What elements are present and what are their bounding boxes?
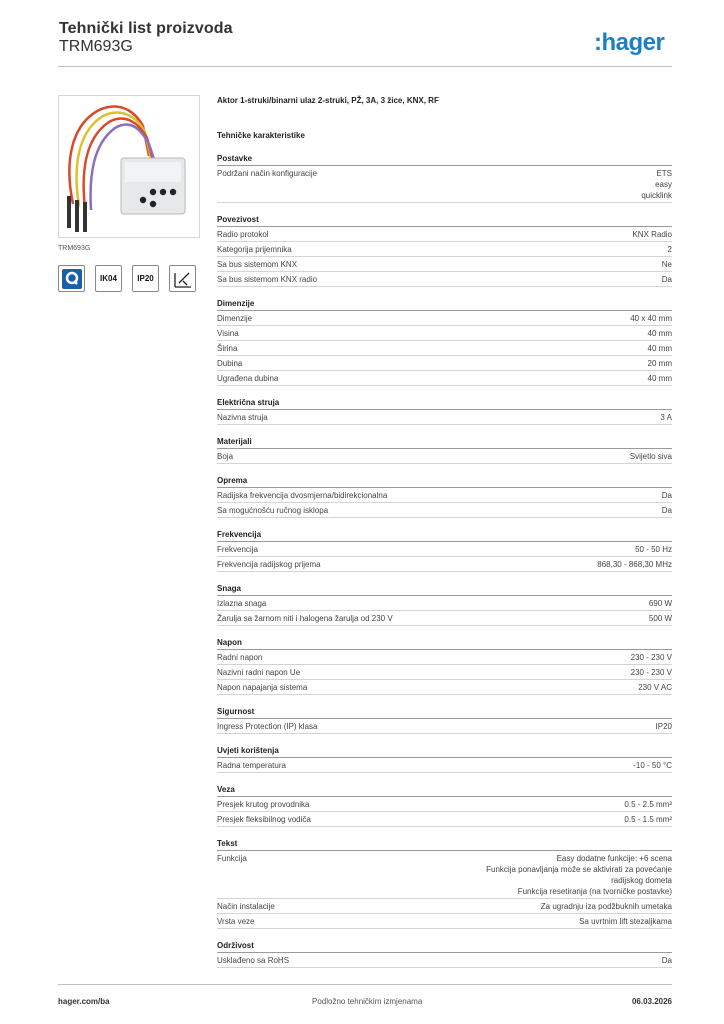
spec-row bbox=[217, 758, 672, 773]
spec-row bbox=[217, 797, 672, 812]
spec-value: Da bbox=[661, 490, 672, 500]
spec-label: Napon napajanja sistema bbox=[217, 682, 308, 692]
spec-section bbox=[217, 435, 672, 464]
hager-logo: :hager bbox=[594, 29, 665, 56]
spec-row bbox=[217, 488, 672, 503]
spec-row bbox=[217, 557, 672, 572]
spec-value: 868,30 - 868,30 MHz bbox=[597, 559, 672, 569]
spec-label: Radna temperatura bbox=[217, 760, 286, 770]
spec-section bbox=[217, 705, 672, 734]
section-title: Električna struja bbox=[217, 396, 672, 410]
spec-value: 20 mm bbox=[647, 358, 672, 368]
spec-value: 230 - 230 V bbox=[630, 667, 672, 677]
spec-row bbox=[217, 311, 672, 326]
spec-row bbox=[217, 503, 672, 518]
spec-section bbox=[217, 939, 672, 968]
spec-row bbox=[217, 371, 672, 386]
spec-value: 2 bbox=[667, 244, 672, 254]
spec-value: Svijetlo siva bbox=[629, 451, 672, 461]
product-code: TRM693G bbox=[59, 38, 133, 55]
spec-row bbox=[217, 272, 672, 287]
spec-label: Sa bus sistemom KNX bbox=[217, 259, 298, 269]
spec-label: Boja bbox=[217, 451, 234, 461]
spec-row bbox=[217, 257, 672, 272]
spec-label: Ugrađena dubina bbox=[217, 373, 279, 383]
spec-label: Frekvencija bbox=[217, 544, 258, 554]
spec-value: KNX Radio bbox=[632, 229, 672, 239]
spec-label: Sa bus sistemom KNX radio bbox=[217, 274, 318, 284]
spec-row bbox=[217, 719, 672, 734]
spec-section bbox=[217, 213, 672, 287]
spec-label: Način instalacije bbox=[217, 901, 275, 911]
spec-row bbox=[217, 449, 672, 464]
spec-label: Radni napon bbox=[217, 652, 263, 662]
spec-section bbox=[217, 744, 672, 773]
section-title: Oprema bbox=[217, 474, 672, 488]
spec-label: Nazivna struja bbox=[217, 412, 268, 422]
spec-label: Sa mogućnošću ručnog isklopa bbox=[217, 505, 329, 515]
spec-row bbox=[217, 611, 672, 626]
spec-label: Širina bbox=[217, 343, 238, 353]
spec-label: Nazivni radni napon Ue bbox=[217, 667, 301, 677]
spec-row bbox=[217, 812, 672, 827]
footer-date: 06.03.2026 bbox=[631, 997, 672, 1006]
page-title: Tehnički list proizvoda bbox=[59, 20, 233, 37]
spec-label: Funkcija bbox=[217, 853, 247, 863]
section-title: Snaga bbox=[217, 582, 672, 596]
spec-label: Visina bbox=[217, 328, 239, 338]
spec-label: Frekvencija radijskog prijema bbox=[217, 559, 321, 569]
quality-label-icon bbox=[58, 265, 85, 292]
spec-value: Da bbox=[661, 274, 672, 284]
spec-value: 230 V AC bbox=[638, 682, 672, 692]
spec-section bbox=[217, 152, 672, 203]
spec-value: 0.5 - 1.5 mm² bbox=[624, 814, 672, 824]
spec-label: Podržani način konfiguracije bbox=[217, 168, 318, 178]
section-title: Uvjeti korištenja bbox=[217, 744, 672, 758]
spec-section bbox=[217, 837, 672, 929]
section-title: Sigurnost bbox=[217, 705, 672, 719]
spec-row bbox=[217, 914, 672, 929]
spec-value: 50 - 50 Hz bbox=[635, 544, 672, 554]
section-title: Održivost bbox=[217, 939, 672, 953]
brand-name: hager bbox=[601, 29, 665, 56]
spec-label: Žarulja sa žarnom niti i halogena žarulja od 230 V bbox=[217, 613, 393, 623]
spec-row bbox=[217, 650, 672, 665]
spec-label: Ingress Protection (IP) klasa bbox=[217, 721, 318, 731]
spec-row bbox=[217, 341, 672, 356]
spec-label: Presjek krutog provodnika bbox=[217, 799, 310, 809]
footer-note: Podložno tehničkim izmjenama bbox=[312, 997, 423, 1006]
spec-row bbox=[217, 166, 672, 203]
certification-badges bbox=[58, 265, 196, 292]
spec-value: Da bbox=[661, 505, 672, 515]
footer-website[interactable]: hager.com/ba bbox=[58, 997, 110, 1006]
spec-label: Dimenzije bbox=[217, 313, 253, 323]
spec-label: Radijska frekvencija dvosmjerna/bidirekcionalna bbox=[217, 490, 388, 500]
section-title: Veza bbox=[217, 783, 672, 797]
spec-row bbox=[217, 953, 672, 968]
installation-symbol-icon bbox=[169, 265, 196, 292]
spec-value: Easy dodatne funkcije: +6 scena Funkcija ponavljanja može se aktivirati za povećanje radijskog dometa Funkcija resetiranja (na tvorničke postavke) bbox=[486, 853, 672, 896]
spec-label: Usklađeno sa RoHS bbox=[217, 955, 290, 965]
section-title: Frekvencija bbox=[217, 528, 672, 542]
spec-row bbox=[217, 227, 672, 242]
spec-value: 3 A bbox=[660, 412, 672, 422]
spec-row bbox=[217, 542, 672, 557]
spec-value: Da bbox=[661, 955, 672, 965]
product-description: Aktor 1-struki/binarni ulaz 2-struki, PŽ, 3A, 3 žice, KNX, RF bbox=[217, 96, 439, 105]
spec-value: Sa uvrtnim lift stezaljkama bbox=[579, 916, 672, 926]
spec-value: 40 x 40 mm bbox=[630, 313, 672, 323]
spec-section bbox=[217, 474, 672, 518]
header-divider bbox=[58, 66, 672, 67]
spec-value: IP20 bbox=[655, 721, 672, 731]
section-title: Povezivost bbox=[217, 213, 672, 227]
spec-sections bbox=[217, 152, 672, 968]
spec-section bbox=[217, 528, 672, 572]
spec-row bbox=[217, 899, 672, 914]
spec-section bbox=[217, 783, 672, 827]
spec-row bbox=[217, 326, 672, 341]
spec-row bbox=[217, 851, 672, 899]
spec-label: Presjek fleksibilnog vodiča bbox=[217, 814, 311, 824]
spec-row bbox=[217, 680, 672, 695]
spec-value: -10 - 50 °C bbox=[633, 760, 672, 770]
spec-value: Ne bbox=[661, 259, 672, 269]
product-image bbox=[58, 95, 200, 238]
ik-rating-badge: IK04 bbox=[95, 265, 122, 292]
spec-value: 690 W bbox=[648, 598, 672, 608]
spec-value: 40 mm bbox=[647, 328, 672, 338]
section-title: Postavke bbox=[217, 152, 672, 166]
spec-row bbox=[217, 410, 672, 425]
spec-value: 230 - 230 V bbox=[630, 652, 672, 662]
spec-label: Kategorija prijemnika bbox=[217, 244, 292, 254]
spec-row bbox=[217, 356, 672, 371]
spec-label: Izlazna snaga bbox=[217, 598, 267, 608]
spec-value: 0.5 - 2.5 mm² bbox=[624, 799, 672, 809]
specifications bbox=[217, 95, 672, 968]
section-title: Napon bbox=[217, 636, 672, 650]
spec-section bbox=[217, 582, 672, 626]
spec-section bbox=[217, 396, 672, 425]
spec-row bbox=[217, 242, 672, 257]
spec-row bbox=[217, 596, 672, 611]
footer-divider bbox=[58, 984, 672, 985]
spec-value: 40 mm bbox=[647, 373, 672, 383]
section-title: Materijali bbox=[217, 435, 672, 449]
spec-label: Vrsta veze bbox=[217, 916, 255, 926]
spec-value: 500 W bbox=[648, 613, 672, 623]
image-caption: TRM693G bbox=[58, 245, 91, 252]
spec-value: ETS easy quicklink bbox=[641, 168, 672, 200]
spec-row bbox=[217, 665, 672, 680]
section-title: Tekst bbox=[217, 837, 672, 851]
spec-value: Za ugradnju iza podžbuknih umetaka bbox=[540, 901, 672, 911]
section-title: Dimenzije bbox=[217, 297, 672, 311]
ip-rating-badge: IP20 bbox=[132, 265, 159, 292]
spec-label: Radio protokol bbox=[217, 229, 269, 239]
spec-label: Dubina bbox=[217, 358, 243, 368]
product-illustration bbox=[59, 96, 199, 237]
spec-section bbox=[217, 297, 672, 386]
spec-value: 40 mm bbox=[647, 343, 672, 353]
spec-section bbox=[217, 636, 672, 695]
technical-characteristics-title: Tehničke karakteristike bbox=[217, 131, 305, 140]
